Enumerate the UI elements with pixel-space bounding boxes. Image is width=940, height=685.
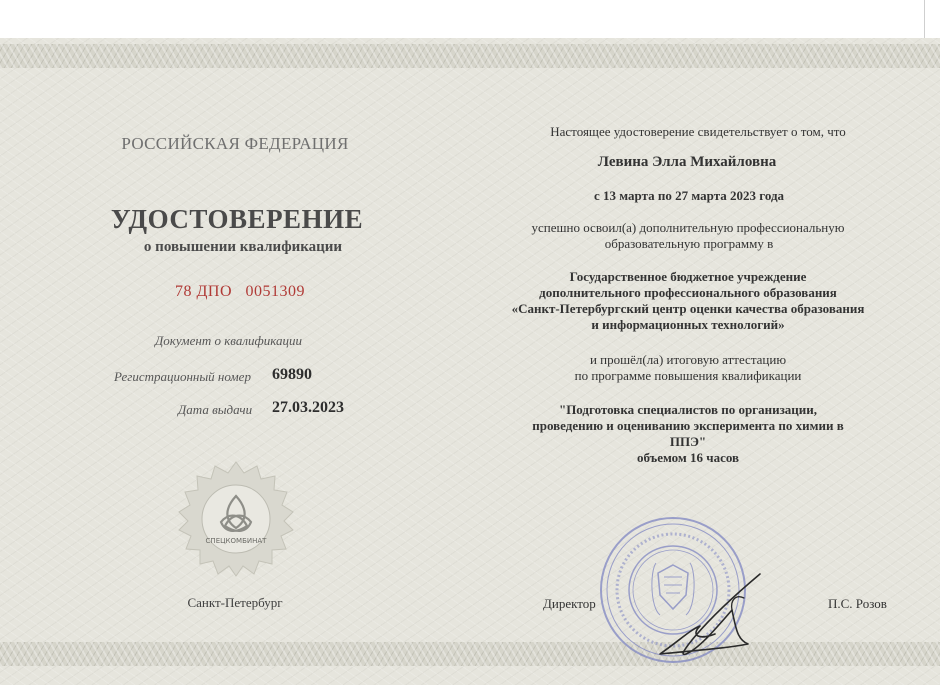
registration-number-label: Регистрационный номер (114, 369, 251, 384)
program-line-2: проведению и оцениванию эксперимента по химии в (532, 418, 844, 433)
serial-number: 78 ДПО 0051309 (174, 283, 306, 300)
document-title: УДОСТОВЕРЕНИЕ (110, 204, 364, 234)
city-name: Санкт-Петербург (187, 595, 283, 610)
director-signature-icon (640, 570, 790, 660)
institution-line-4: и информационных технологий» (591, 317, 785, 332)
director-name: П.С. Розов (828, 596, 887, 611)
mastered-line-1: успешно освоил(а) дополнительную профессиональную (531, 220, 845, 235)
attestation-line-1: и прошёл(ла) итоговую аттестацию (589, 352, 787, 367)
page-fold-line (924, 0, 925, 40)
document-subtitle: о повышении квалификации (143, 239, 343, 255)
training-period: с 13 марта по 27 марта 2023 года (593, 188, 785, 203)
scan-top-margin (0, 0, 940, 38)
seal-text: СПЕЦКОМБИНАТ (205, 537, 267, 545)
institution-line-3: «Санкт-Петербургский центр оценки качества образования (511, 301, 865, 316)
intro-text: Настоящее удостоверение свидетельствует о том, что (550, 124, 846, 139)
issue-date-value: 27.03.2023 (272, 399, 344, 416)
mastered-line-2: образовательную программу в (604, 236, 774, 251)
guilloche-border-bottom (0, 642, 940, 666)
country-heading: РОССИЙСКАЯ ФЕДЕРАЦИЯ (121, 134, 349, 153)
issuer-seal-icon (177, 460, 295, 578)
issue-date-label: Дата выдачи (178, 402, 253, 417)
registration-number-value: 69890 (272, 366, 312, 383)
guilloche-border-top (0, 44, 940, 68)
program-line-3: ППЭ" (669, 434, 707, 449)
holder-name: Левина Элла Михайловна (597, 154, 777, 170)
attestation-line-2: по программе повышения квалификации (574, 368, 802, 383)
director-label: Директор (543, 596, 596, 611)
program-volume: объемом 16 часов (636, 450, 740, 465)
program-line-1: "Подготовка специалистов по организации, (558, 402, 818, 417)
document-type-label: Документ о квалификации (155, 333, 302, 348)
institution-line-1: Государственное бюджетное учреждение (569, 269, 807, 284)
institution-line-2: дополнительного профессионального образования (539, 285, 837, 300)
